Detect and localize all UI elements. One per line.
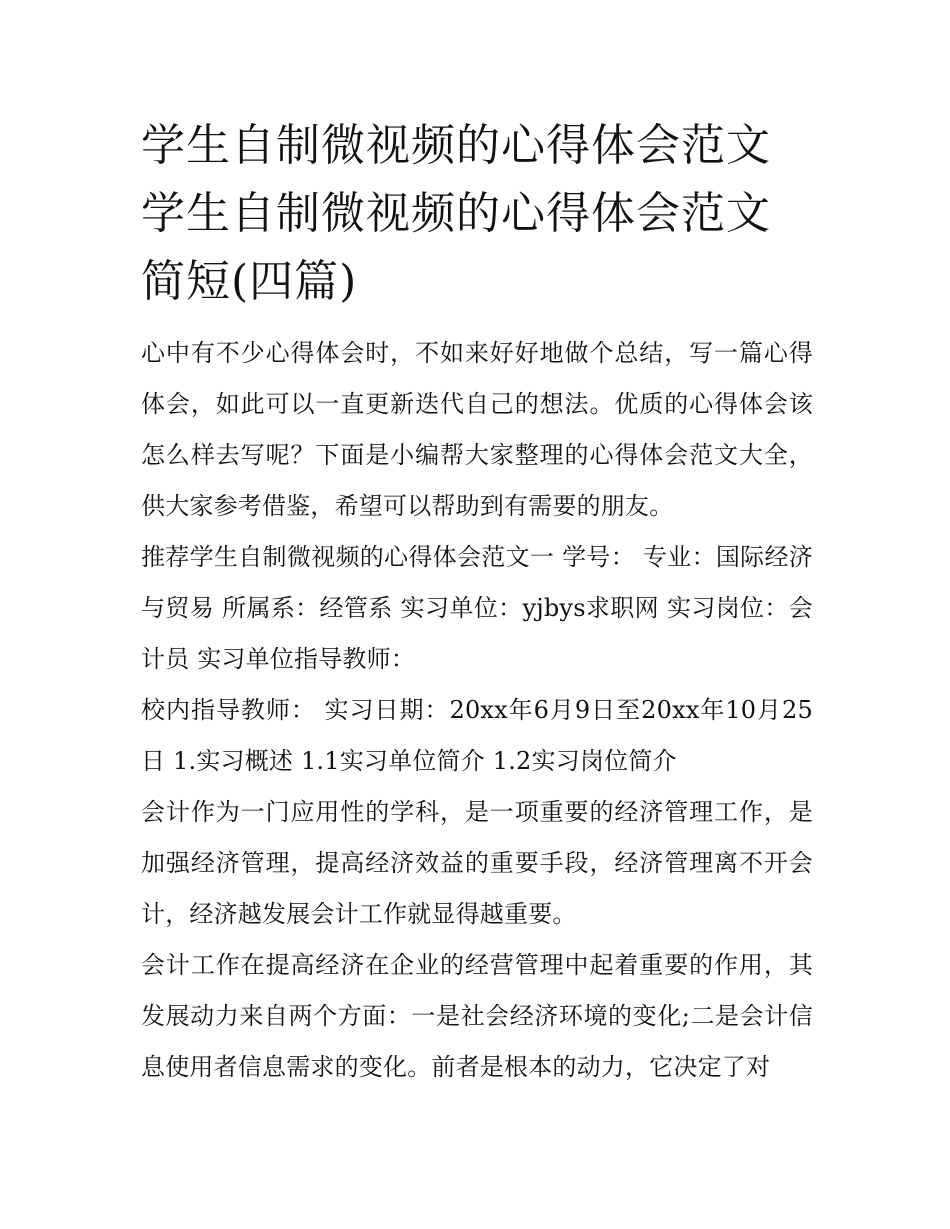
title-block bbox=[141, 112, 813, 316]
paragraph-internship-dates: 校内指导教师： 实习日期：20xx年6月9日至20xx年10月25日 1.实习概述 1.1实习单位简介 1.2实习岗位简介 bbox=[141, 696, 813, 775]
document-page bbox=[141, 112, 813, 1093]
paragraph-accounting-development: 会计工作在提高经济在企业的经营管理中起着重要的作用，其发展动力来自两个方面：一是社会经济环境的变化;二是会计信息使用者信息需求的变化。前者是根本的动力，它决定了对 bbox=[141, 951, 813, 1081]
document-title: 学生自制微视频的心得体会范文 学生自制微视频的心得体会范文简短(四篇) bbox=[141, 120, 771, 307]
paragraph-internship-info: 推荐学生自制微视频的心得体会范文一 学号： 专业：国际经济与贸易 所属系：经管系 实习单位：yjbys求职网 实习岗位：会计员 实习单位指导教师： bbox=[141, 543, 813, 673]
paragraph-accounting-role: 会计作为一门应用性的学科，是一项重要的经济管理工作，是加强经济管理，提高经济效益的重要手段，经济管理离不开会计，经济越发展会计工作就显得越重要。 bbox=[141, 798, 813, 928]
paragraph-intro: 心中有不少心得体会时，不如来好好地做个总结，写一篇心得体会，如此可以一直更新迭代自己的想法。优质的心得体会该怎么样去写呢？下面是小编帮大家整理的心得体会范文大全，供大家参考借鉴，希望可以帮助到有需要的朋友。 bbox=[141, 339, 813, 520]
